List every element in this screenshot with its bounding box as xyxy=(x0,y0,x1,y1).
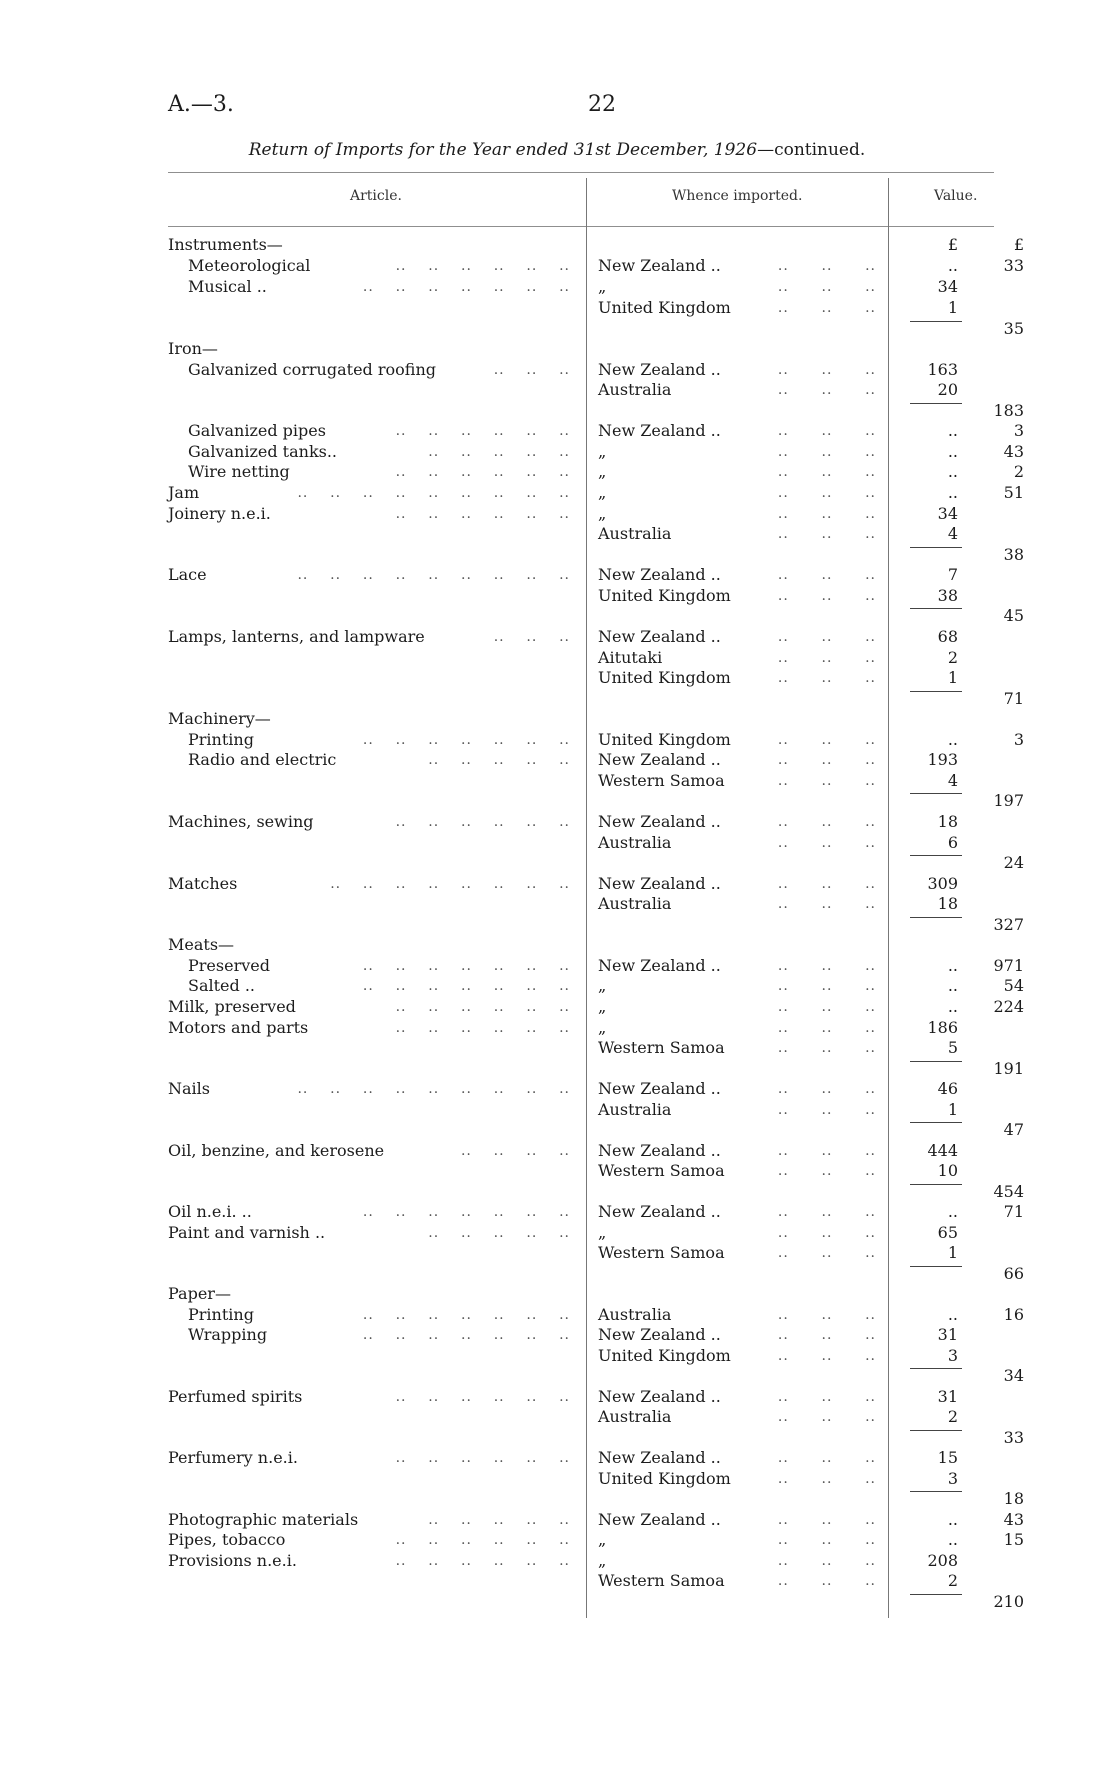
header-value: Value. xyxy=(934,188,978,204)
leader-dots: .. .. .. xyxy=(777,567,876,583)
value-item: 163 xyxy=(927,360,958,379)
value-item: 186 xyxy=(927,1018,958,1037)
value-item: 31 xyxy=(937,1387,958,1406)
value-total: 24 xyxy=(1003,853,1024,872)
article-label: Motors and parts xyxy=(168,1018,309,1037)
value-item: 34 xyxy=(937,277,958,296)
leader-dots: .. .. .. .. .. .. .. xyxy=(362,1307,570,1323)
whence-imported: New Zealand .. xyxy=(598,1510,721,1529)
value-item: 1 xyxy=(947,1243,958,1262)
value-item: .. xyxy=(947,956,958,975)
subtotal-rule xyxy=(910,403,962,404)
value-item: 4 xyxy=(947,524,958,543)
value-item: 34 xyxy=(937,504,958,523)
whence-imported: New Zealand .. xyxy=(598,1202,721,1221)
value-total: 224 xyxy=(993,997,1024,1016)
article-label: Meats— xyxy=(168,935,235,954)
leader-dots: .. .. .. xyxy=(777,1409,876,1425)
subtotal-rule xyxy=(910,691,962,692)
whence-imported: New Zealand .. xyxy=(598,956,721,975)
leader-dots: .. .. .. xyxy=(777,876,876,892)
leader-dots: .. .. .. xyxy=(777,1143,876,1159)
whence-imported: United Kingdom xyxy=(598,1469,731,1488)
value-item: 7 xyxy=(947,565,958,584)
leader-dots: .. .. .. xyxy=(777,1204,876,1220)
leader-dots: .. .. .. .. .. .. xyxy=(395,1389,570,1405)
article-label: Instruments— xyxy=(168,235,283,254)
value-total: 210 xyxy=(993,1592,1024,1611)
leader-dots: .. .. .. xyxy=(777,1245,876,1261)
leader-dots: .. .. .. .. .. .. .. .. .. xyxy=(297,485,570,501)
leader-dots: .. .. .. xyxy=(777,258,876,274)
article-label: Joinery n.e.i. xyxy=(168,504,271,523)
leader-dots: .. .. .. xyxy=(777,279,876,295)
article-label: Machinery— xyxy=(168,709,271,728)
leader-dots: .. .. .. xyxy=(777,382,876,398)
value-item: 3 xyxy=(947,1346,958,1365)
whence-imported: Western Samoa xyxy=(598,771,725,790)
value-item: 309 xyxy=(927,874,958,893)
value-total: 43 xyxy=(1003,1510,1024,1529)
whence-imported: United Kingdom xyxy=(598,668,731,687)
article-label: Nails xyxy=(168,1079,210,1098)
whence-imported: Western Samoa xyxy=(598,1243,725,1262)
value-item: .. xyxy=(947,1510,958,1529)
whence-imported: „ xyxy=(598,1551,607,1570)
subtotal-rule xyxy=(910,1122,962,1123)
leader-dots: .. .. .. xyxy=(777,978,876,994)
article-label: Lamps, lanterns, and lampware xyxy=(168,627,425,646)
value-total: 43 xyxy=(1003,442,1024,461)
whence-imported: „ xyxy=(598,1530,607,1549)
leader-dots: .. .. .. xyxy=(777,773,876,789)
article-label: Machines, sewing xyxy=(168,812,314,831)
leader-dots: .. .. .. xyxy=(777,835,876,851)
value-item: 18 xyxy=(937,812,958,831)
subtotal-rule xyxy=(910,1491,962,1492)
article-label: Radio and electric xyxy=(188,750,337,769)
whence-imported: New Zealand .. xyxy=(598,565,721,584)
page-title xyxy=(0,140,1114,160)
article-label: Oil n.e.i. .. xyxy=(168,1202,252,1221)
article-label: Salted .. xyxy=(188,976,256,995)
whence-imported: Australia xyxy=(598,1407,672,1426)
leader-dots: .. .. .. .. .. .. .. .. xyxy=(330,876,570,892)
article-label: Preserved xyxy=(188,956,270,975)
leader-dots: .. .. .. xyxy=(777,1020,876,1036)
article-label: Wire netting xyxy=(188,462,290,481)
value-total: 71 xyxy=(1003,1202,1024,1221)
whence-imported: Australia xyxy=(598,524,672,543)
leader-dots: .. .. .. xyxy=(493,629,570,645)
value-item: 46 xyxy=(937,1079,958,1098)
value-total: 971 xyxy=(993,956,1024,975)
leader-dots: .. .. .. .. .. .. .. xyxy=(362,1204,570,1220)
leader-dots: .. .. .. xyxy=(777,506,876,522)
header-bottom-rule xyxy=(168,226,994,227)
subtotal-rule xyxy=(910,321,962,322)
leader-dots: .. .. .. .. .. xyxy=(428,1225,570,1241)
value-item: 2 xyxy=(947,1407,958,1426)
subtotal-rule xyxy=(910,1184,962,1185)
leader-dots: .. .. .. xyxy=(777,958,876,974)
value-item: .. xyxy=(947,1530,958,1549)
leader-dots: .. .. .. .. .. .. .. .. .. xyxy=(297,567,570,583)
whence-imported: United Kingdom xyxy=(598,586,731,605)
leader-dots: .. .. .. .. .. xyxy=(428,1512,570,1528)
value-total: 2 xyxy=(1013,462,1024,481)
whence-imported: „ xyxy=(598,442,607,461)
leader-dots: .. .. .. .. .. .. xyxy=(395,1020,570,1036)
whence-imported: New Zealand .. xyxy=(598,627,721,646)
leader-dots: .. .. .. xyxy=(777,1553,876,1569)
value-total: 18 xyxy=(1003,1489,1024,1508)
whence-imported: „ xyxy=(598,1018,607,1037)
leader-dots: .. .. .. .. .. .. xyxy=(395,1553,570,1569)
whence-imported: New Zealand .. xyxy=(598,421,721,440)
value-item: 68 xyxy=(937,627,958,646)
value-item: .. xyxy=(947,483,958,502)
article-label: Paint and varnish .. xyxy=(168,1223,326,1242)
value-item: 4 xyxy=(947,771,958,790)
article-label: Meteorological xyxy=(188,256,311,275)
leader-dots: .. .. .. xyxy=(777,464,876,480)
value-item: .. xyxy=(947,1202,958,1221)
article-label: Perfumed spirits xyxy=(168,1387,303,1406)
value-item: 31 xyxy=(937,1325,958,1344)
subtotal-rule xyxy=(910,1594,962,1595)
leader-dots: .. .. .. .. .. .. xyxy=(395,423,570,439)
article-label: Provisions n.e.i. xyxy=(168,1551,297,1570)
leader-dots: .. .. .. .. .. xyxy=(428,752,570,768)
whence-imported: New Zealand .. xyxy=(598,1325,721,1344)
value-total: 454 xyxy=(993,1182,1024,1201)
subtotal-rule xyxy=(910,1430,962,1431)
leader-dots: .. .. .. .. .. .. .. xyxy=(362,279,570,295)
leader-dots: .. .. .. xyxy=(493,362,570,378)
value-item: 444 xyxy=(927,1141,958,1160)
whence-imported: „ xyxy=(598,483,607,502)
whence-imported: „ xyxy=(598,997,607,1016)
value-item: .. xyxy=(947,976,958,995)
subtotal-rule xyxy=(910,855,962,856)
article-label: Musical .. xyxy=(188,277,267,296)
leader-dots: .. .. .. xyxy=(777,1471,876,1487)
whence-imported: Western Samoa xyxy=(598,1038,725,1057)
whence-imported: United Kingdom xyxy=(598,730,731,749)
whence-imported: „ xyxy=(598,1223,607,1242)
article-label: Lace xyxy=(168,565,207,584)
value-total: 15 xyxy=(1003,1530,1024,1549)
whence-imported: Australia xyxy=(598,1305,672,1324)
leader-dots: .. .. .. .. .. .. .. xyxy=(362,1327,570,1343)
whence-imported: United Kingdom xyxy=(598,298,731,317)
article-label: Jam xyxy=(168,483,200,502)
subtotal-rule xyxy=(910,608,962,609)
value-total: 45 xyxy=(1003,606,1024,625)
value-total: 33 xyxy=(1003,256,1024,275)
value-item: 3 xyxy=(947,1469,958,1488)
value-item: .. xyxy=(947,421,958,440)
whence-imported: Australia xyxy=(598,1100,672,1119)
leader-dots: .. .. .. .. .. .. .. xyxy=(362,978,570,994)
value-item: 208 xyxy=(927,1551,958,1570)
value-item: 65 xyxy=(937,1223,958,1242)
value-total: 66 xyxy=(1003,1264,1024,1283)
leader-dots: .. .. .. xyxy=(777,732,876,748)
leader-dots: .. .. .. .. .. .. .. xyxy=(362,732,570,748)
leader-dots: .. .. .. xyxy=(777,444,876,460)
value-item: 1 xyxy=(947,298,958,317)
value-item: 2 xyxy=(947,648,958,667)
leader-dots: .. .. .. xyxy=(777,1040,876,1056)
leader-dots: .. .. .. xyxy=(777,588,876,604)
whence-imported: New Zealand .. xyxy=(598,360,721,379)
value-total: 3 xyxy=(1013,421,1024,440)
leader-dots: .. .. .. xyxy=(777,629,876,645)
leader-dots: .. .. .. xyxy=(777,485,876,501)
value-total: 35 xyxy=(1003,319,1024,338)
leader-dots: .. .. .. xyxy=(777,1163,876,1179)
leader-dots: .. .. .. .. .. .. xyxy=(395,1532,570,1548)
value-item: .. xyxy=(947,730,958,749)
value-item: 5 xyxy=(947,1038,958,1057)
article-label: Printing xyxy=(188,1305,254,1324)
subtotal-rule xyxy=(910,1266,962,1267)
value-item: 193 xyxy=(927,750,958,769)
subtotal-rule xyxy=(910,793,962,794)
whence-imported: Australia xyxy=(598,833,672,852)
leader-dots: .. .. .. xyxy=(777,526,876,542)
value-total: 34 xyxy=(1003,1366,1024,1385)
value-item: .. xyxy=(947,997,958,1016)
leader-dots: .. .. .. xyxy=(777,362,876,378)
value-total: 38 xyxy=(1003,545,1024,564)
column-divider-whence xyxy=(586,178,587,1618)
whence-imported: New Zealand .. xyxy=(598,1387,721,1406)
leader-dots: .. .. .. xyxy=(777,999,876,1015)
value-total: 3 xyxy=(1013,730,1024,749)
value-total: 33 xyxy=(1003,1428,1024,1447)
article-label: Galvanized pipes xyxy=(188,421,326,440)
subtotal-rule xyxy=(910,1061,962,1062)
whence-imported: Australia xyxy=(598,894,672,913)
leader-dots: .. .. .. .. .. .. xyxy=(395,814,570,830)
value-item: .. xyxy=(947,256,958,275)
article-label: Iron— xyxy=(168,339,218,358)
whence-imported: „ xyxy=(598,462,607,481)
whence-imported: Aitutaki xyxy=(598,648,663,667)
whence-imported: „ xyxy=(598,976,607,995)
article-label: Pipes, tobacco xyxy=(168,1530,286,1549)
article-label: Matches xyxy=(168,874,238,893)
whence-imported: New Zealand .. xyxy=(598,1141,721,1160)
subtotal-rule xyxy=(910,1368,962,1369)
article-label: Perfumery n.e.i. xyxy=(168,1448,298,1467)
value-item: 18 xyxy=(937,894,958,913)
article-label: Paper— xyxy=(168,1284,231,1303)
value-total: 54 xyxy=(1003,976,1024,995)
value-item: £ xyxy=(947,235,958,254)
leader-dots: .. .. .. xyxy=(777,650,876,666)
article-label: Printing xyxy=(188,730,254,749)
whence-imported: Australia xyxy=(598,380,672,399)
header-top-rule xyxy=(168,172,994,173)
whence-imported: New Zealand .. xyxy=(598,1448,721,1467)
leader-dots: .. .. .. xyxy=(777,1389,876,1405)
value-item: 15 xyxy=(937,1448,958,1467)
value-item: 38 xyxy=(937,586,958,605)
article-label: Photographic materials xyxy=(168,1510,359,1529)
title-continued: —continued. xyxy=(757,140,866,160)
value-item: 10 xyxy=(937,1161,958,1180)
value-item: .. xyxy=(947,442,958,461)
leader-dots: .. .. .. xyxy=(777,814,876,830)
subtotal-rule xyxy=(910,917,962,918)
whence-imported: New Zealand .. xyxy=(598,812,721,831)
whence-imported: „ xyxy=(598,277,607,296)
value-total: 51 xyxy=(1003,483,1024,502)
value-item: 20 xyxy=(937,380,958,399)
leader-dots: .. .. .. xyxy=(777,1348,876,1364)
article-label: Milk, preserved xyxy=(168,997,296,1016)
value-item: .. xyxy=(947,462,958,481)
whence-imported: New Zealand .. xyxy=(598,750,721,769)
value-item: .. xyxy=(947,1305,958,1324)
document-reference: A.—3. xyxy=(168,92,234,117)
value-item: 1 xyxy=(947,1100,958,1119)
leader-dots: .. .. .. .. .. .. .. xyxy=(362,958,570,974)
leader-dots: .. .. .. xyxy=(777,1307,876,1323)
leader-dots: .. .. .. .. .. .. xyxy=(395,464,570,480)
value-item: 6 xyxy=(947,833,958,852)
value-item: 2 xyxy=(947,1571,958,1590)
whence-imported: „ xyxy=(598,504,607,523)
whence-imported: Western Samoa xyxy=(598,1161,725,1180)
whence-imported: New Zealand .. xyxy=(598,874,721,893)
value-total: 71 xyxy=(1003,689,1024,708)
leader-dots: .. .. .. .. .. .. xyxy=(395,999,570,1015)
value-total: 47 xyxy=(1003,1120,1024,1139)
title-italic: Return of Imports for the Year ended 31st December, 1926 xyxy=(248,140,758,160)
leader-dots: .. .. .. xyxy=(777,423,876,439)
leader-dots: .. .. .. xyxy=(777,1327,876,1343)
value-total: 197 xyxy=(993,791,1024,810)
header-whence-imported: Whence imported. xyxy=(672,188,803,204)
value-total: 191 xyxy=(993,1059,1024,1078)
value-total: 183 xyxy=(993,401,1024,420)
leader-dots: .. .. .. xyxy=(777,752,876,768)
article-label: Oil, benzine, and kerosene xyxy=(168,1141,385,1160)
leader-dots: .. .. .. xyxy=(777,1081,876,1097)
leader-dots: .. .. .. xyxy=(777,300,876,316)
leader-dots: .. .. .. xyxy=(777,896,876,912)
leader-dots: .. .. .. .. .. .. xyxy=(395,1450,570,1466)
page-number: 22 xyxy=(588,92,616,117)
header-article: Article. xyxy=(350,188,402,204)
whence-imported: Western Samoa xyxy=(598,1571,725,1590)
article-label: Wrapping xyxy=(188,1325,268,1344)
value-total: 327 xyxy=(993,915,1024,934)
leader-dots: .. .. .. .. xyxy=(460,1143,570,1159)
leader-dots: .. .. .. xyxy=(777,1225,876,1241)
leader-dots: .. .. .. .. .. xyxy=(428,444,570,460)
whence-imported: United Kingdom xyxy=(598,1346,731,1365)
whence-imported: New Zealand .. xyxy=(598,1079,721,1098)
article-label: Galvanized tanks.. xyxy=(188,442,338,461)
leader-dots: .. .. .. .. .. .. xyxy=(395,258,570,274)
subtotal-rule xyxy=(910,547,962,548)
value-total: £ xyxy=(1013,235,1024,254)
leader-dots: .. .. .. xyxy=(777,1573,876,1589)
leader-dots: .. .. .. xyxy=(777,1450,876,1466)
leader-dots: .. .. .. xyxy=(777,1102,876,1118)
column-divider-value xyxy=(888,178,889,1618)
leader-dots: .. .. .. .. .. .. xyxy=(395,506,570,522)
leader-dots: .. .. .. xyxy=(777,1532,876,1548)
leader-dots: .. .. .. .. .. .. .. .. .. xyxy=(297,1081,570,1097)
value-total: 16 xyxy=(1003,1305,1024,1324)
leader-dots: .. .. .. xyxy=(777,1512,876,1528)
whence-imported: New Zealand .. xyxy=(598,256,721,275)
value-item: 1 xyxy=(947,668,958,687)
leader-dots: .. .. .. xyxy=(777,670,876,686)
article-label: Galvanized corrugated roofing xyxy=(188,360,436,379)
